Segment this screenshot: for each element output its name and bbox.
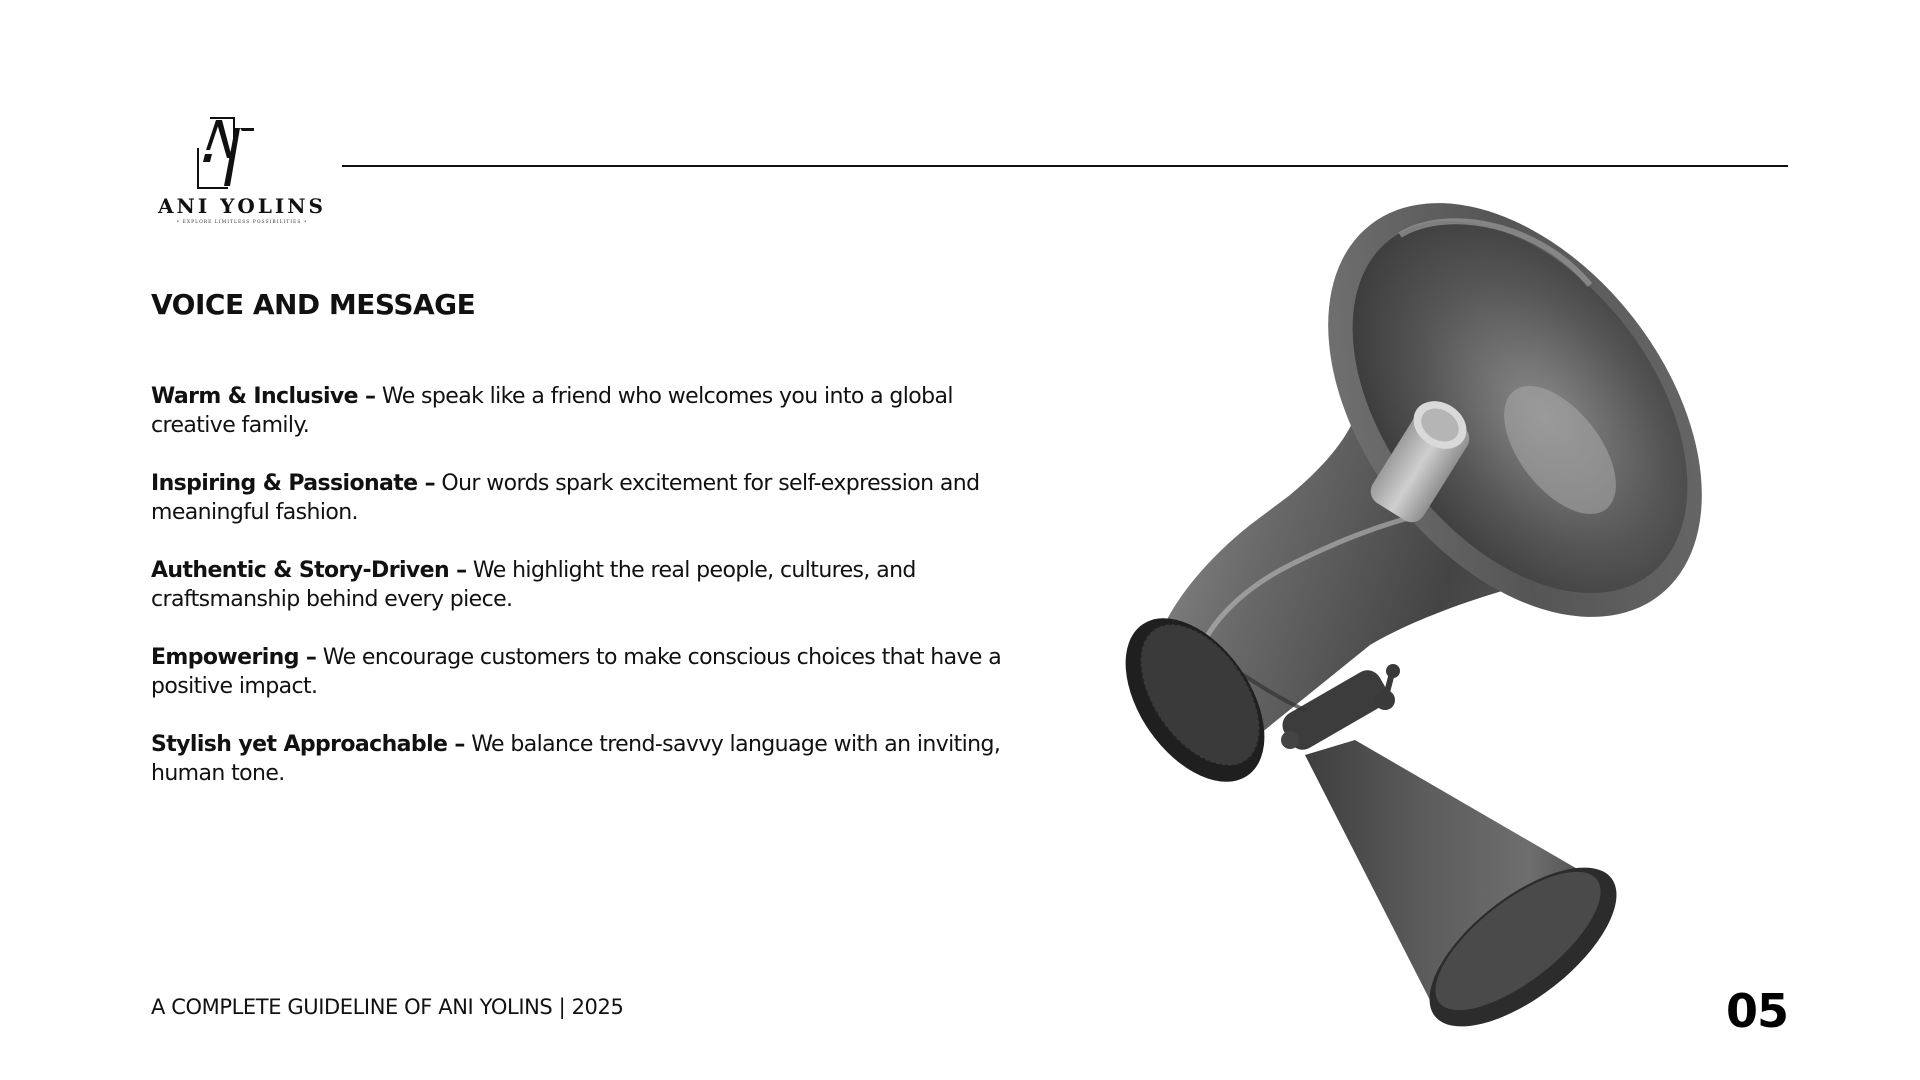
page-title: VOICE AND MESSAGE — [151, 288, 476, 321]
voice-value-term: Stylish yet Approachable – — [151, 732, 465, 757]
voice-value-term: Warm & Inclusive – — [151, 384, 376, 409]
brand-name: ANI YOLINS — [158, 194, 326, 218]
voice-value-description: We speak like a friend who welcomes you into a global creative family. — [151, 384, 953, 438]
voice-value-description: Our words spark excitement for self-expression and meaningful fashion. — [151, 471, 980, 525]
header-divider — [342, 165, 1788, 167]
page-number: 05 — [1725, 984, 1788, 1038]
voice-value-description: We balance trend-savvy language with an inviting, human tone. — [151, 732, 1001, 786]
megaphone-icon — [1120, 195, 1740, 1055]
voice-value-item — [151, 730, 1011, 788]
voice-value-term: Inspiring & Passionate – — [151, 471, 435, 496]
voice-value-item — [151, 469, 1011, 527]
voice-value-description: We highlight the real people, cultures, and craftsmanship behind every piece. — [151, 558, 916, 612]
brand-logo — [150, 112, 334, 232]
voice-value-item — [151, 556, 1011, 614]
voice-value-term: Authentic & Story-Driven – — [151, 558, 467, 583]
voice-values-list — [151, 382, 1011, 817]
brand-monogram-icon — [150, 112, 334, 192]
voice-value-term: Empowering – — [151, 645, 317, 670]
voice-value-item — [151, 643, 1011, 701]
footer-text: A COMPLETE GUIDELINE OF ANI YOLINS | 2025 — [151, 995, 624, 1019]
voice-value-item — [151, 382, 1011, 440]
brand-tagline: • EXPLORE LIMITLESS POSSIBILITIES • — [176, 220, 308, 225]
voice-value-description: We encourage customers to make conscious choices that have a positive impact. — [151, 645, 1002, 699]
